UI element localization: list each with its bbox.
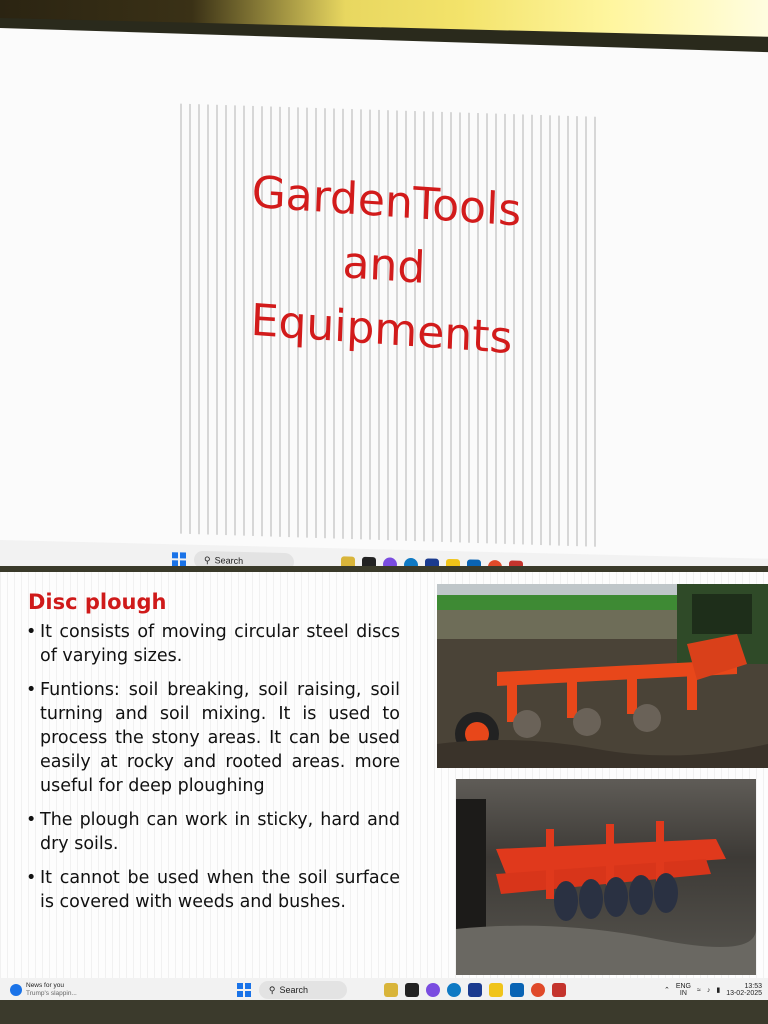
windows-icon[interactable] bbox=[172, 552, 186, 566]
chevron-up-icon[interactable]: ⌃ bbox=[663, 987, 670, 994]
clock[interactable] bbox=[726, 983, 762, 997]
taskbar-search[interactable] bbox=[259, 981, 347, 999]
bullet-item: • It consists of moving circular steel discs of varying sizes. bbox=[24, 620, 400, 668]
volume-icon[interactable]: ♪ bbox=[706, 986, 711, 994]
app-icon-3[interactable] bbox=[426, 983, 440, 997]
language-indicator[interactable] bbox=[676, 983, 691, 997]
slide-title bbox=[0, 143, 768, 388]
search-icon: ⚲ bbox=[204, 554, 211, 565]
search-icon: ⚲ bbox=[268, 984, 276, 995]
taskbar-bottom bbox=[0, 978, 768, 1002]
bullet-item: • The plough can work in sticky, hard and dry soils. bbox=[24, 808, 400, 856]
search-label: Search bbox=[214, 555, 244, 566]
title-line-2: and bbox=[341, 237, 427, 294]
outlook-icon[interactable] bbox=[510, 983, 524, 997]
plough-illustration-1 bbox=[437, 584, 768, 768]
folder-icon[interactable] bbox=[489, 983, 503, 997]
clock-time: 13:53 bbox=[744, 983, 762, 990]
title-slide bbox=[0, 28, 768, 572]
title-line-1: GardenTools bbox=[250, 166, 523, 237]
battery-icon[interactable]: ▮ bbox=[716, 987, 721, 994]
bullet-item: • It cannot be used when the soil surface is covered with weeds and bushes. bbox=[24, 866, 400, 914]
lang-label: ENG bbox=[675, 983, 691, 990]
store-icon[interactable] bbox=[468, 983, 482, 997]
edge-icon[interactable] bbox=[447, 983, 461, 997]
chrome-icon[interactable] bbox=[531, 983, 545, 997]
monitor-bezel-bottom bbox=[0, 1000, 768, 1024]
news-title: News for you bbox=[26, 982, 64, 989]
disc-plough-photo-1 bbox=[437, 584, 768, 768]
title-line-3: Equipments bbox=[249, 294, 514, 365]
disc-plough-photo-2 bbox=[456, 779, 756, 975]
powerpoint-icon[interactable] bbox=[552, 983, 566, 997]
news-subtitle: Trump's slappin... bbox=[26, 990, 77, 997]
region-label: IN bbox=[679, 990, 687, 997]
clock-date: 13-02-2025 bbox=[726, 990, 762, 997]
windows-icon[interactable] bbox=[237, 983, 251, 997]
search-label: Search bbox=[279, 985, 308, 995]
slide-heading: Disc plough bbox=[28, 590, 167, 614]
app-icon-1[interactable] bbox=[384, 983, 398, 997]
content-slide bbox=[0, 572, 768, 978]
news-icon bbox=[10, 984, 22, 996]
bullet-list bbox=[24, 620, 400, 924]
news-widget[interactable] bbox=[10, 982, 77, 998]
plough-illustration-2 bbox=[456, 779, 756, 975]
app-icon-2[interactable] bbox=[405, 983, 419, 997]
wifi-icon[interactable]: ≈ bbox=[696, 986, 701, 994]
system-tray[interactable] bbox=[664, 983, 762, 997]
bullet-item: • Funtions: soil breaking, soil raising, soil turning and soil mixing. It is used to process the stony areas. It can be used easily at rocky and rooted areas. more useful for deep ploughing bbox=[24, 678, 400, 798]
